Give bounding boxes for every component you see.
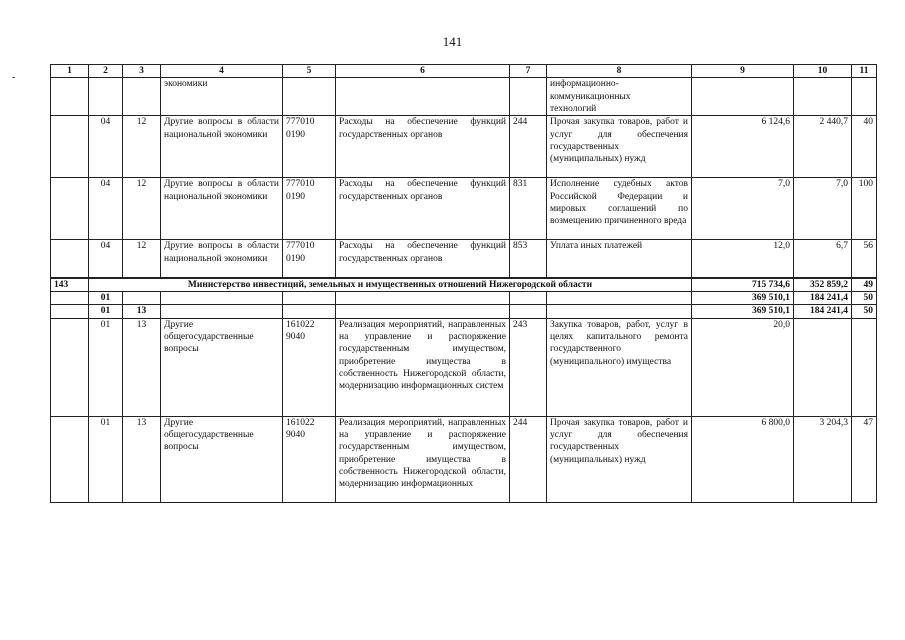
- cell-c7: [510, 292, 547, 305]
- table-row: [51, 116, 877, 178]
- cell-c2: 01: [89, 416, 123, 502]
- cell-c9: 12,0: [692, 240, 794, 278]
- subsection-row: [51, 305, 877, 318]
- cell-c11: [852, 78, 877, 116]
- ministry-c9: 715 734,6: [692, 278, 794, 292]
- cell-c1: [51, 178, 89, 240]
- cell-c7: [510, 305, 547, 318]
- cell-c8: [547, 292, 692, 305]
- cell-c8: Прочая закупка товаров, работ и услуг для обеспечения государственных (муниципальных) нужд: [547, 416, 692, 502]
- header-cell: 8: [547, 65, 692, 78]
- cell-c6: [336, 292, 510, 305]
- table-row: [51, 178, 877, 240]
- cell-c5: 161022 9040: [283, 416, 336, 502]
- section-c10: 184 241,4: [794, 292, 852, 305]
- table-row: [51, 78, 877, 116]
- cell-c2: 04: [89, 178, 123, 240]
- cell-c10: 6,7: [794, 240, 852, 278]
- page-number: 141: [442, 34, 463, 49]
- ministry-c11: 49: [852, 278, 877, 292]
- cell-c4: Другие общегосударственные вопросы: [161, 416, 283, 502]
- cell-c5: 777010 0190: [283, 178, 336, 240]
- ministry-name: Министерство инвестиций, земельных и имущественных отношений Нижегородской области: [89, 278, 692, 292]
- cell-c5: 161022 9040: [283, 318, 336, 416]
- table-row: [51, 318, 877, 416]
- header-cell: 9: [692, 65, 794, 78]
- subsection-c3: 13: [123, 305, 161, 318]
- section-row: [51, 292, 877, 305]
- cell-c1: [51, 305, 89, 318]
- cell-c2: [89, 78, 123, 116]
- header-cell: 6: [336, 65, 510, 78]
- cell-c6: [336, 305, 510, 318]
- cell-c3: 13: [123, 318, 161, 416]
- cell-c9: 7,0: [692, 178, 794, 240]
- header-cell: 5: [283, 65, 336, 78]
- margin-mark: -: [12, 72, 16, 83]
- cell-c9: 6 800,0: [692, 416, 794, 502]
- cell-c2: 04: [89, 116, 123, 178]
- cell-c4: Другие вопросы в области национальной экономики: [161, 178, 283, 240]
- cell-c5: [283, 305, 336, 318]
- subsection-c11: 50: [852, 305, 877, 318]
- header-row: [51, 65, 877, 78]
- cell-c6: Расходы на обеспечение функций государственных органов: [336, 116, 510, 178]
- table-row: [51, 416, 877, 502]
- cell-c3: 12: [123, 240, 161, 278]
- cell-c4: экономики: [161, 78, 283, 116]
- cell-c8: [547, 305, 692, 318]
- cell-c1: [51, 292, 89, 305]
- cell-c7: 244: [510, 416, 547, 502]
- cell-c2: 04: [89, 240, 123, 278]
- cell-c8: информационно- коммуникационных технологий: [547, 78, 692, 116]
- cell-c6: Реализация мероприятий, направленных на управление и распоряжение государственным имуществом, приобретение имущества в собственность Нижегородской области, модернизацию информационных систем: [336, 318, 510, 416]
- cell-c1: [51, 240, 89, 278]
- ministry-code: 143: [51, 278, 89, 292]
- budget-table: [50, 64, 877, 503]
- cell-c8: Исполнение судебных актов Российской Федерации и мировых соглашений по возмещению причиненного вреда: [547, 178, 692, 240]
- header-cell: 10: [794, 65, 852, 78]
- section-c9: 369 510,1: [692, 292, 794, 305]
- cell-c3: 13: [123, 416, 161, 502]
- cell-c11: [852, 318, 877, 416]
- cell-c11: 100: [852, 178, 877, 240]
- section-c11: 50: [852, 292, 877, 305]
- cell-c8: Прочая закупка товаров, работ и услуг для обеспечения государственных (муниципальных) нужд: [547, 116, 692, 178]
- cell-c4: [161, 305, 283, 318]
- cell-c1: [51, 116, 89, 178]
- ministry-c10: 352 859,2: [794, 278, 852, 292]
- cell-c5: 777010 0190: [283, 240, 336, 278]
- cell-c11: 56: [852, 240, 877, 278]
- cell-c9: 20,0: [692, 318, 794, 416]
- cell-c7: 853: [510, 240, 547, 278]
- cell-c3: [123, 292, 161, 305]
- header-cell: 2: [89, 65, 123, 78]
- cell-c4: Другие вопросы в области национальной экономики: [161, 116, 283, 178]
- cell-c11: 47: [852, 416, 877, 502]
- cell-c8: Уплата иных платежей: [547, 240, 692, 278]
- cell-c3: 12: [123, 116, 161, 178]
- cell-c9: 6 124,6: [692, 116, 794, 178]
- header-cell: 4: [161, 65, 283, 78]
- cell-c7: 243: [510, 318, 547, 416]
- subsection-c9: 369 510,1: [692, 305, 794, 318]
- cell-c3: 12: [123, 178, 161, 240]
- section-c2: 01: [89, 292, 123, 305]
- cell-c5: 777010 0190: [283, 116, 336, 178]
- cell-c7: 831: [510, 178, 547, 240]
- cell-c7: [510, 78, 547, 116]
- cell-c6: Реализация мероприятий, направленных на управление и распоряжение государственным имуществом, приобретение имущества в собственность Нижегородской области, модернизацию информационных: [336, 416, 510, 502]
- cell-c4: [161, 292, 283, 305]
- cell-c5: [283, 78, 336, 116]
- cell-c10: 7,0: [794, 178, 852, 240]
- header-cell: 7: [510, 65, 547, 78]
- subsection-c10: 184 241,4: [794, 305, 852, 318]
- subsection-c2: 01: [89, 305, 123, 318]
- cell-c7: 244: [510, 116, 547, 178]
- ministry-row: [51, 278, 877, 292]
- header-cell: 1: [51, 65, 89, 78]
- table-row: [51, 240, 877, 278]
- cell-c9: [692, 78, 794, 116]
- cell-c10: [794, 78, 852, 116]
- cell-c4: Другие общегосударственные вопросы: [161, 318, 283, 416]
- cell-c8: Закупка товаров, работ, услуг в целях капитального ремонта государственного (муниципального) имущества: [547, 318, 692, 416]
- cell-c4: Другие вопросы в области национальной экономики: [161, 240, 283, 278]
- cell-c6: [336, 78, 510, 116]
- cell-c5: [283, 292, 336, 305]
- cell-c6: Расходы на обеспечение функций государственных органов: [336, 240, 510, 278]
- header-cell: 11: [852, 65, 877, 78]
- cell-c10: [794, 318, 852, 416]
- cell-c1: [51, 78, 89, 116]
- cell-c10: 3 204,3: [794, 416, 852, 502]
- cell-c1: [51, 416, 89, 502]
- cell-c11: 40: [852, 116, 877, 178]
- cell-c6: Расходы на обеспечение функций государственных органов: [336, 178, 510, 240]
- cell-c2: 01: [89, 318, 123, 416]
- cell-c1: [51, 318, 89, 416]
- cell-c3: [123, 78, 161, 116]
- header-cell: 3: [123, 65, 161, 78]
- cell-c10: 2 440,7: [794, 116, 852, 178]
